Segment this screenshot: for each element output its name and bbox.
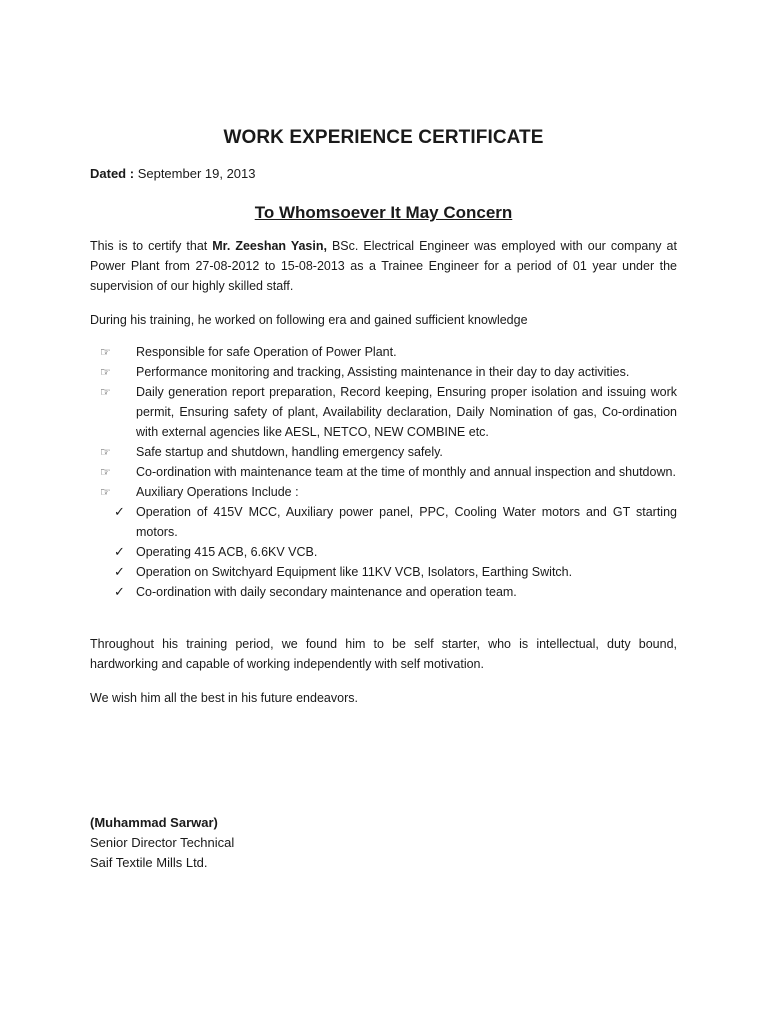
check-mark-icon: ✓ <box>114 544 125 559</box>
sub-list-item <box>90 582 677 602</box>
list-item <box>90 382 677 442</box>
intro-text-start: This is to certify that <box>90 239 213 253</box>
duties-list <box>90 342 677 602</box>
pointing-hand-icon: ☞ <box>100 485 111 499</box>
list-item-text: Performance monitoring and tracking, Assisting maintenance in their day to day activities. <box>136 365 630 379</box>
list-item-text: Safe startup and shutdown, handling emergency safely. <box>136 445 443 459</box>
signature-block <box>90 813 234 873</box>
subject-heading: To Whomsoever It May Concern <box>254 203 513 222</box>
date-line <box>90 166 256 181</box>
list-item <box>90 442 677 462</box>
signatory-company: Saif Textile Mills Ltd. <box>90 855 208 870</box>
list-item <box>90 342 677 362</box>
assessment-paragraph: Throughout his training period, we found him to be self starter, who is intellectual, duty bound, hardworking and capable of working independently with self motivation. <box>90 637 677 671</box>
training-intro-paragraph: During his training, he worked on following era and gained sufficient knowledge <box>90 313 528 327</box>
intro-text-end: BSc. Electrical Engineer was employed with our company at Power Plant from 27-08-2012 to 15-08-2013 as a Trainee Engineer for a period of 01 year under the supervision of our highly skilled staff. <box>90 239 677 293</box>
check-mark-icon: ✓ <box>114 504 125 519</box>
certificate-page <box>90 0 677 1024</box>
list-item-text: Co-ordination with maintenance team at the time of monthly and annual inspection and shutdown. <box>136 465 676 479</box>
check-mark-icon: ✓ <box>114 584 125 599</box>
sub-list-item-text: Operating 415 ACB, 6.6KV VCB. <box>136 545 318 559</box>
list-item <box>90 462 677 482</box>
list-item-text: Auxiliary Operations Include : <box>136 485 299 499</box>
pointing-hand-icon: ☞ <box>100 385 111 399</box>
date-label: Dated : <box>90 166 135 181</box>
closing-paragraph: We wish him all the best in his future endeavors. <box>90 691 358 705</box>
list-item-text: Responsible for safe Operation of Power Plant. <box>136 345 397 359</box>
sub-list-item <box>90 562 677 582</box>
sub-list-item-text: Operation on Switchyard Equipment like 11KV VCB, Isolators, Earthing Switch. <box>136 565 573 579</box>
pointing-hand-icon: ☞ <box>100 445 111 459</box>
employee-name: Mr. Zeeshan Yasin, <box>212 239 327 253</box>
signatory-title: Senior Director Technical <box>90 835 235 850</box>
pointing-hand-icon: ☞ <box>100 345 111 359</box>
pointing-hand-icon: ☞ <box>100 365 111 379</box>
sub-list-item-text: Co-ordination with daily secondary maintenance and operation team. <box>136 585 517 599</box>
check-mark-icon: ✓ <box>114 564 125 579</box>
sub-list-item-text: Operation of 415V MCC, Auxiliary power panel, PPC, Cooling Water motors and GT starting motors. <box>136 505 677 539</box>
certificate-title: WORK EXPERIENCE CERTIFICATE <box>223 127 544 148</box>
signatory-name: (Muhammad Sarwar) <box>90 815 218 830</box>
date-value: September 19, 2013 <box>137 166 256 181</box>
intro-paragraph <box>90 236 677 296</box>
list-item <box>90 482 677 502</box>
sub-list-item <box>90 542 677 562</box>
sub-list-item <box>90 502 677 542</box>
pointing-hand-icon: ☞ <box>100 465 111 479</box>
list-item <box>90 362 677 382</box>
list-item-text: Daily generation report preparation, Record keeping, Ensuring proper isolation and issuing work permit, Ensuring safety of plant, Availability declaration, Daily Nomination of gas, Co-ordination with external agencies like AESL, NETCO, NEW COMBINE etc. <box>136 385 677 439</box>
